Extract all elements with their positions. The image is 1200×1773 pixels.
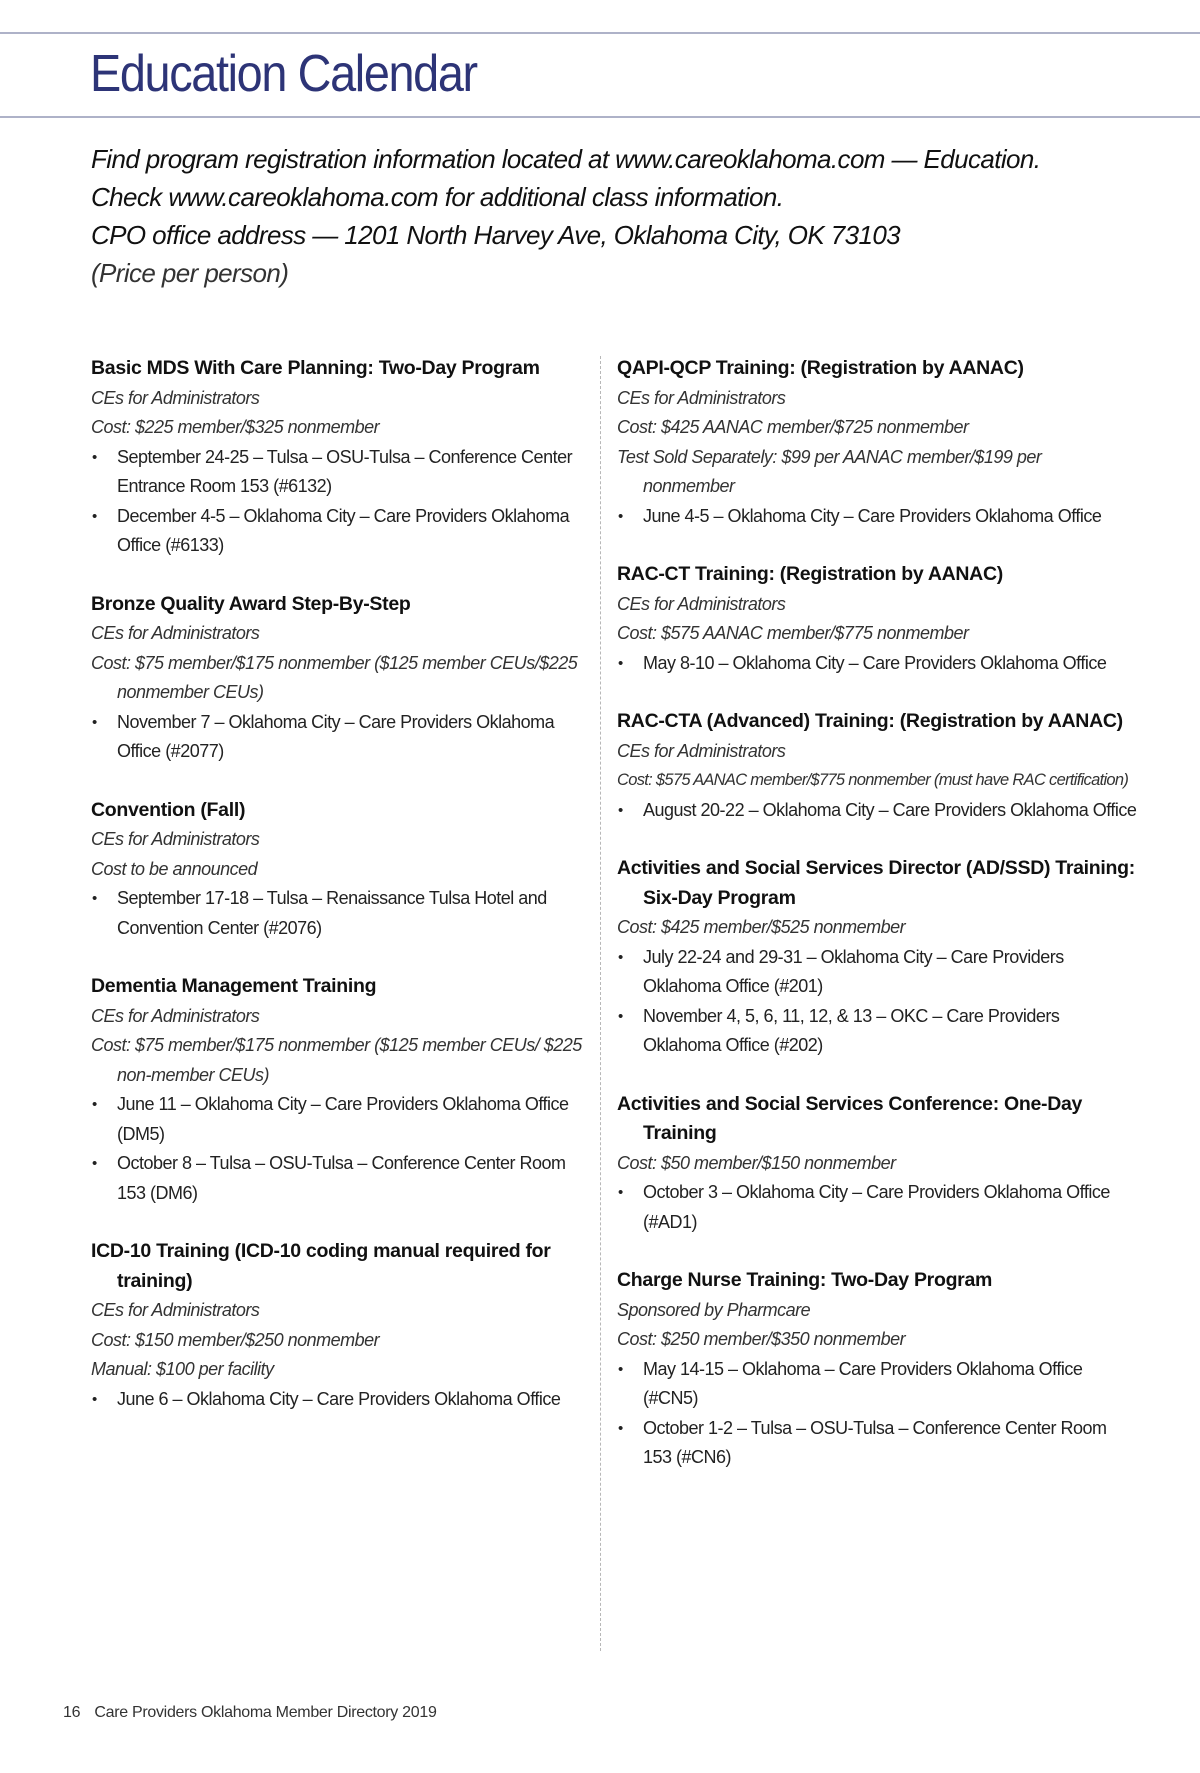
program-icd10-training (91, 1237, 591, 1414)
program-detail: CEs for Administrators (91, 829, 260, 849)
page-number: 16 (63, 1704, 81, 1721)
session-item: • October 1-2 – Tulsa – OSU-Tulsa – Conference Center Room 153 (#CN6) (617, 1414, 1137, 1473)
column-divider (600, 356, 601, 1651)
page-footer (63, 1704, 437, 1722)
program-rac-cta (617, 707, 1137, 825)
session-item: • May 8-10 – Oklahoma City – Care Providers Oklahoma Office (617, 649, 1137, 679)
program-manual-cost: Manual: $100 per facility (91, 1359, 274, 1379)
session-item: • September 24-25 – Tulsa – OSU-Tulsa – Conference Center Entrance Room 153 (#6132) (91, 443, 591, 502)
program-charge-nurse (617, 1266, 1137, 1473)
session-list (91, 708, 591, 767)
session-list (617, 796, 1137, 826)
page-title: Education Calendar (90, 45, 477, 103)
program-cost: Cost: $425 member/$525 nonmember (617, 917, 906, 937)
program-cost: Cost: $425 AANAC member/$725 nonmember (617, 417, 969, 437)
title-rule (0, 116, 1200, 118)
session-list (617, 1178, 1137, 1237)
program-title: Convention (Fall) (91, 798, 246, 821)
program-title: Activities and Social Services Director (AD/SSD) Training: Six-Day Program (617, 857, 1135, 909)
session-item: • May 14-15 – Oklahoma – Care Providers Oklahoma Office (#CN5) (617, 1355, 1137, 1414)
intro-office-address-line: CPO office address — 1201 North Harvey Ave, Oklahoma City, OK 73103 (91, 220, 901, 250)
program-detail: CEs for Administrators (91, 1300, 260, 1320)
session-item: • July 22-24 and 29-31 – Oklahoma City – Care Providers Oklahoma Office (#201) (617, 943, 1137, 1002)
program-cost: Cost: $50 member/$150 nonmember (617, 1152, 896, 1173)
session-list (617, 943, 1137, 1061)
program-detail: CEs for Administrators (91, 623, 260, 643)
program-cost: Cost: $575 AANAC member/$775 nonmember (617, 623, 969, 643)
session-list (91, 1385, 591, 1415)
intro-class-info-line: Check www.careoklahoma.com for additional class information. (91, 182, 784, 212)
program-cost: Cost to be announced (91, 858, 258, 879)
program-dementia-management (91, 972, 591, 1208)
program-rac-ct (617, 560, 1137, 678)
session-item: • November 4, 5, 6, 11, 12, & 13 – OKC – Care Providers Oklahoma Office (#202) (617, 1002, 1137, 1061)
session-item: • December 4-5 – Oklahoma City – Care Providers Oklahoma Office (#6133) (91, 502, 591, 561)
intro-price-note: (Price per person) (91, 258, 289, 288)
session-list (617, 1355, 1137, 1473)
program-bronze-quality-award (91, 590, 591, 767)
program-title: QAPI-QCP Training: (Registration by AANAC) (617, 357, 1024, 379)
program-basic-mds (91, 354, 591, 561)
session-list (91, 443, 591, 561)
program-test-cost: Test Sold Separately: $99 per AANAC member/$199 per nonmember (617, 446, 1042, 496)
program-cost: Cost: $575 AANAC member/$775 nonmember (must have RAC certification) (617, 771, 1129, 789)
session-item: • October 3 – Oklahoma City – Care Providers Oklahoma Office (#AD1) (617, 1178, 1137, 1237)
program-title: Activities and Social Services Conference: One-Day Training (617, 1092, 1083, 1144)
session-item: • June 11 – Oklahoma City – Care Providers Oklahoma Office (DM5) (91, 1090, 591, 1149)
intro-block (91, 140, 1111, 292)
program-cost: Cost: $150 member/$250 nonmember (91, 1329, 380, 1350)
session-item: • June 6 – Oklahoma City – Care Providers Oklahoma Office (91, 1385, 591, 1415)
session-list (617, 502, 1137, 532)
program-cost: Cost: $75 member/$175 nonmember ($125 member CEUs/ $225 non-member CEUs) (91, 1035, 582, 1085)
program-title: Charge Nurse Training: Two-Day Program (617, 1269, 993, 1291)
left-column (91, 354, 591, 1443)
program-title: ICD-10 Training (ICD-10 coding manual required for training) (91, 1240, 551, 1292)
program-title: Dementia Management Training (91, 975, 377, 997)
program-title: RAC-CTA (Advanced) Training: (Registration by AANAC) (617, 710, 1123, 732)
right-column (617, 354, 1137, 1502)
session-list (617, 649, 1137, 679)
program-cost: Cost: $75 member/$175 nonmember ($125 member CEUs/$225 nonmember CEUs) (91, 652, 578, 702)
session-item: • September 17-18 – Tulsa – Renaissance Tulsa Hotel and Convention Center (#2076) (91, 884, 591, 943)
session-item: • August 20-22 – Oklahoma City – Care Providers Oklahoma Office (617, 796, 1137, 826)
program-detail: CEs for Administrators (617, 387, 786, 408)
session-item: • June 4-5 – Oklahoma City – Care Providers Oklahoma Office (617, 502, 1137, 532)
publication-name: Care Providers Oklahoma Member Directory 2019 (94, 1704, 437, 1721)
program-convention-fall (91, 796, 591, 944)
program-activities-conference (617, 1090, 1137, 1238)
program-title: RAC-CT Training: (Registration by AANAC) (617, 563, 1003, 585)
session-item: • November 7 – Oklahoma City – Care Providers Oklahoma Office (#2077) (91, 708, 591, 767)
program-detail: CEs for Administrators (617, 593, 786, 614)
session-list (91, 1090, 591, 1208)
program-sponsor: Sponsored by Pharmcare (617, 1299, 811, 1320)
program-detail: CEs for Administrators (91, 1005, 260, 1026)
intro-registration-line: Find program registration information located at www.careoklahoma.com — Education. (91, 144, 1041, 174)
top-rule (0, 32, 1200, 34)
session-item: • October 8 – Tulsa – OSU-Tulsa – Conference Center Room 153 (DM6) (91, 1149, 591, 1208)
program-title: Basic MDS With Care Planning: Two-Day Program (91, 357, 540, 379)
program-cost: Cost: $250 member/$350 nonmember (617, 1329, 906, 1349)
program-qapi-qcp (617, 354, 1137, 531)
program-title: Bronze Quality Award Step-By-Step (91, 592, 411, 615)
program-detail: CEs for Administrators (91, 387, 260, 408)
program-detail: CEs for Administrators (617, 740, 786, 761)
session-list (91, 884, 591, 943)
program-ad-ssd-director (617, 854, 1137, 1061)
program-cost: Cost: $225 member/$325 nonmember (91, 417, 380, 437)
